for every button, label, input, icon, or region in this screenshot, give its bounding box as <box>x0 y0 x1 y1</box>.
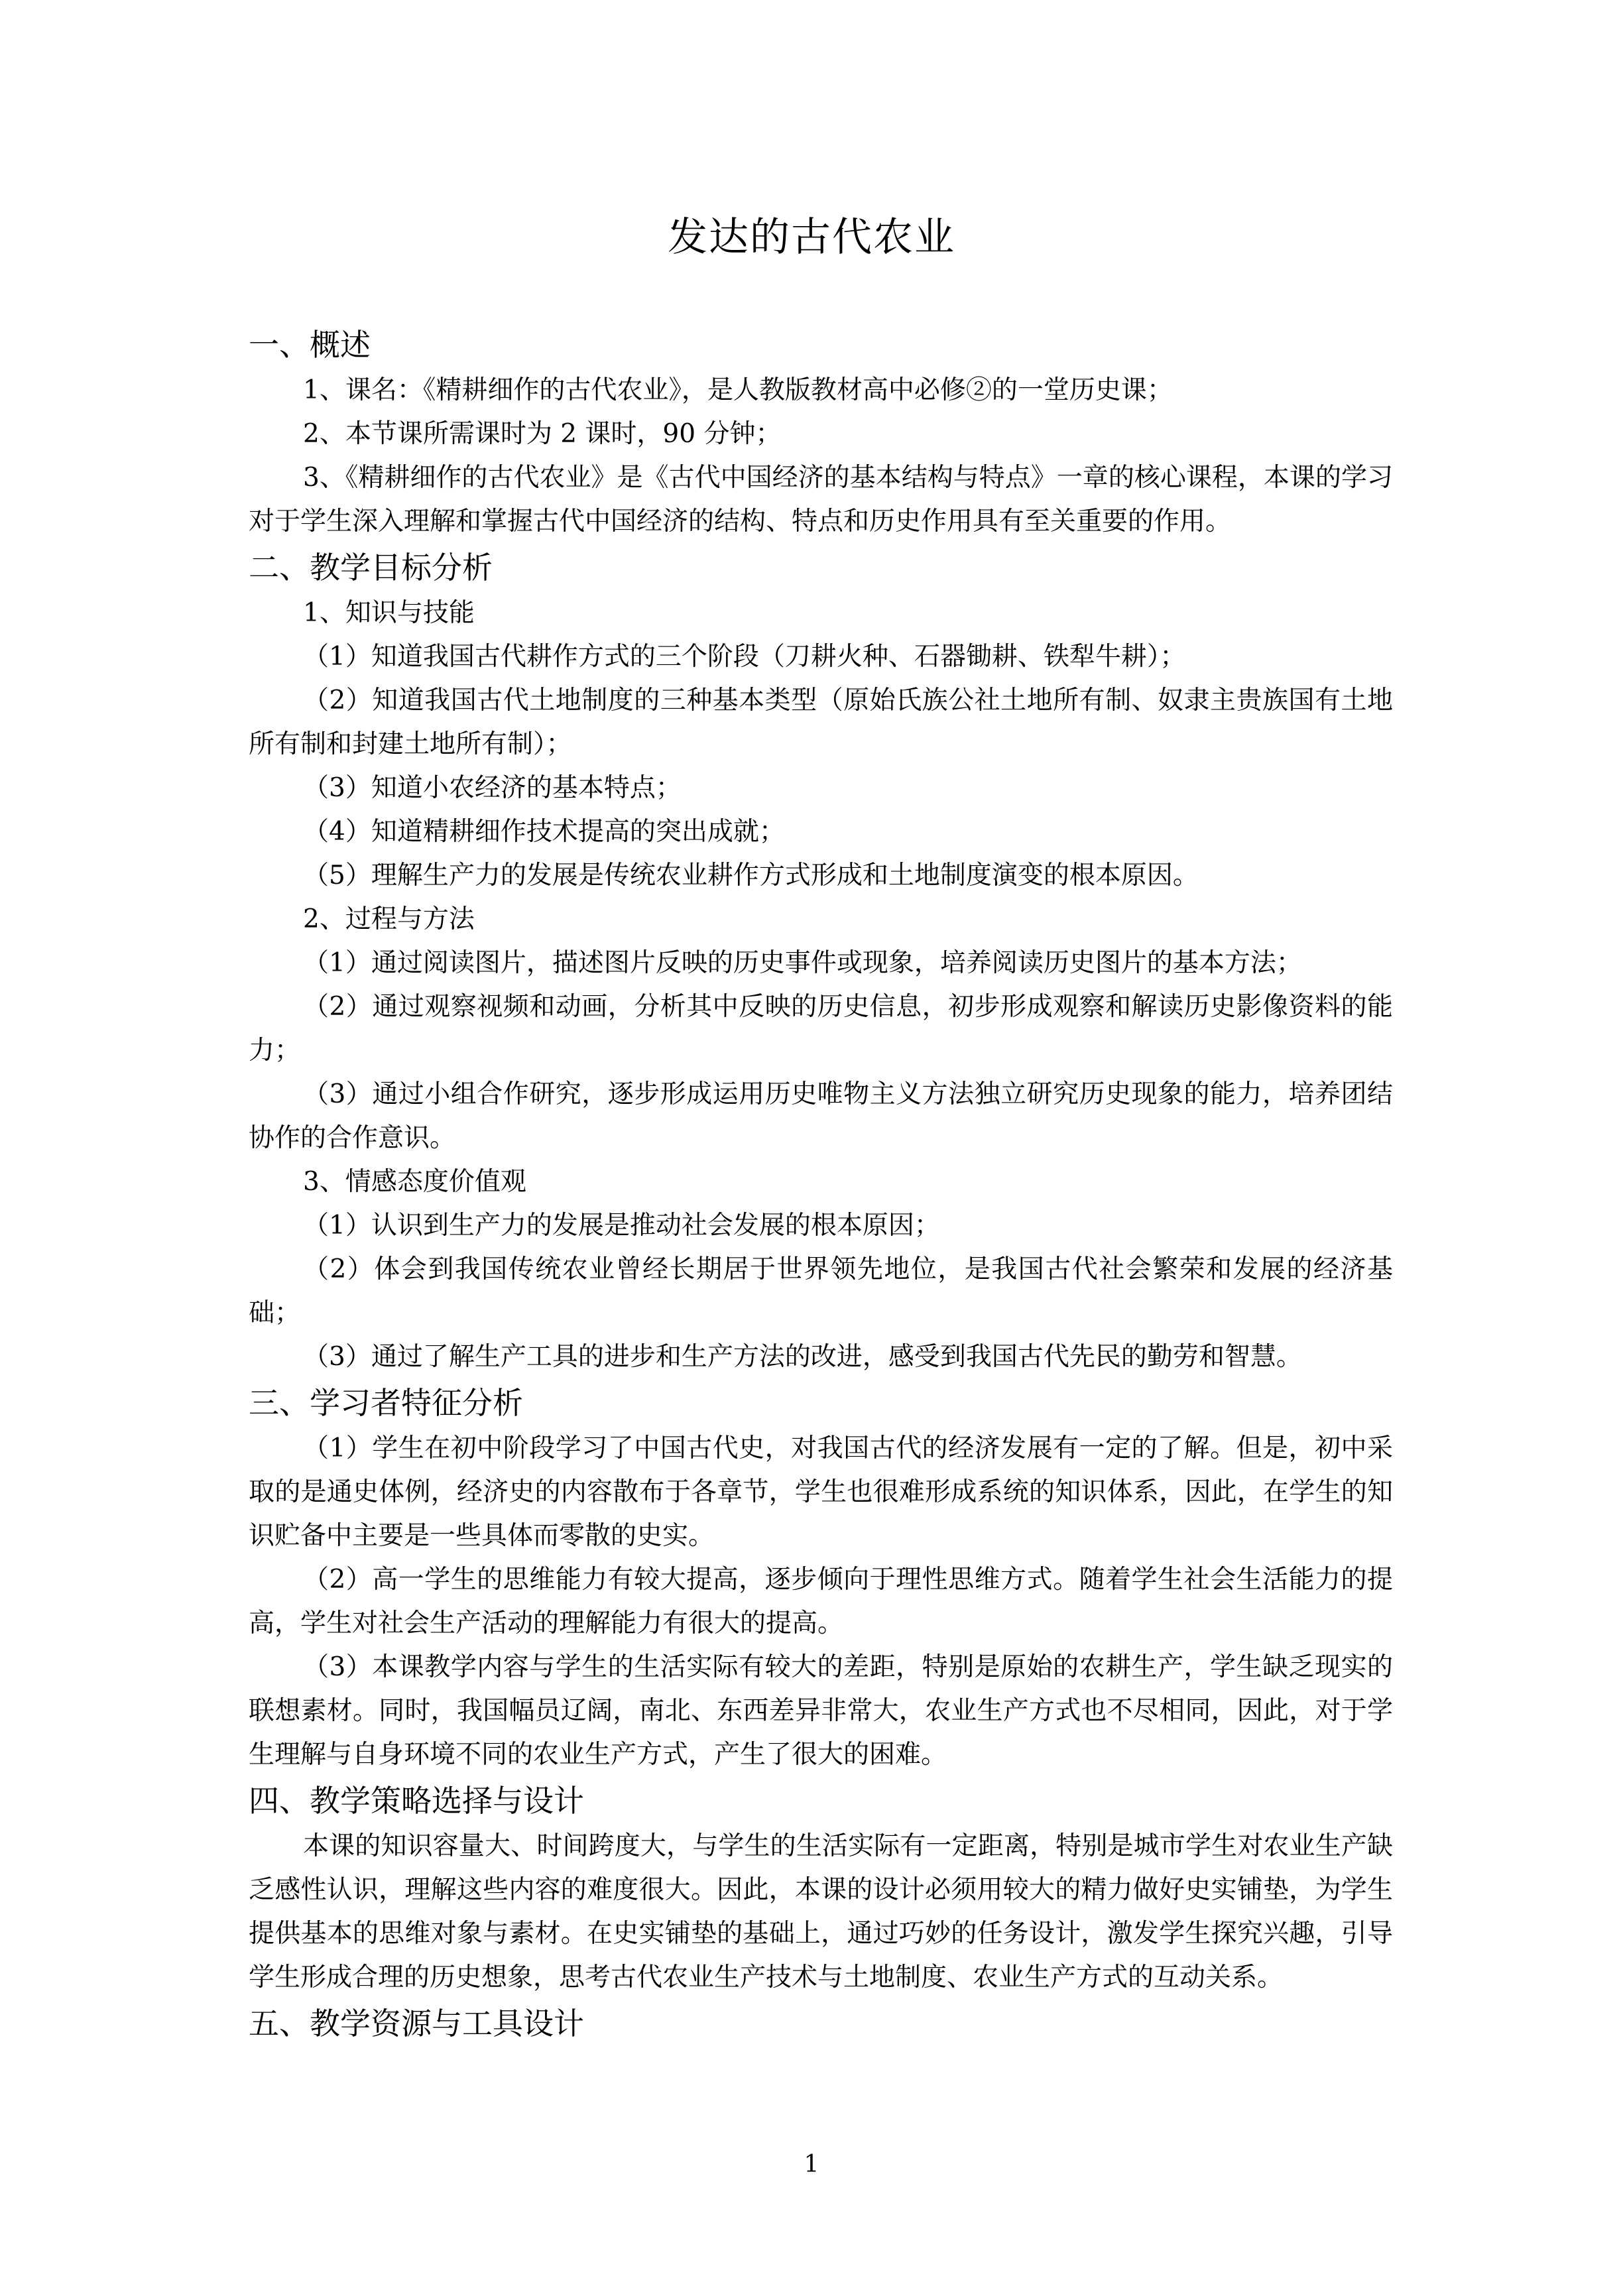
paragraph: 3、《精耕细作的古代农业》是《古代中国经济的基本结构与特点》一章的核心课程，本课的学习对于学生深入理解和掌握古代中国经济的结构、特点和历史作用具有至关重要的作用。 <box>249 463 1393 536</box>
section-objectives <box>249 544 1393 1379</box>
subheading: 3、情感态度价值观 <box>303 1167 526 1197</box>
section-overview <box>249 321 1393 544</box>
paragraph: 本课的知识容量大、时间跨度大，与学生的生活实际有一定距离，特别是城市学生对农业生产缺乏感性认识，理解这些内容的难度很大。因此，本课的设计必须用较大的精力做好史实铺垫，为学生提供基本的思维对象与素材。在史实铺垫的基础上，通过巧妙的任务设计，激发学生探究兴趣，引导学生形成合理的历史想象，思考古代农业生产技术与土地制度、农业生产方式的互动关系。 <box>249 1831 1393 1992</box>
document-title: 发达的古代农业 <box>668 214 955 261</box>
document-body <box>249 321 1393 2047</box>
page-number: 1 <box>804 2151 819 2178</box>
paragraph: （1）学生在初中阶段学习了中国古代史，对我国古代的经济发展有一定的了解。但是，初中采取的是通史体例，经济史的内容散布于各章节，学生也很难形成系统的知识体系，因此，在学生的知识贮备中主要是一些具体而零散的史实。 <box>249 1433 1393 1551</box>
list-item: （1）通过阅读图片，描述图片反映的历史事件或现象，培养阅读历史图片的基本方法； <box>303 948 1302 978</box>
list-item: （2）知道我国古代土地制度的三种基本类型（原始氏族公社土地所有制、奴隶主贵族国有土地所有制和封建土地所有制）； <box>249 686 1393 759</box>
paragraph: 2、本节课所需课时为 2 课时，90 分钟； <box>303 419 782 449</box>
list-item: （2）体会到我国传统农业曾经长期居于世界领先地位，是我国古代社会繁荣和发展的经济基础； <box>249 1254 1393 1328</box>
list-item: （3）通过小组合作研究，逐步形成运用历史唯物主义方法独立研究历史现象的能力，培养团结协作的合作意识。 <box>249 1079 1393 1153</box>
subheading: 2、过程与方法 <box>303 904 475 934</box>
section-heading: 五、教学资源与工具设计 <box>249 2006 584 2041</box>
section-heading: 三、学习者特征分析 <box>249 1385 523 1421</box>
section-heading: 一、概述 <box>249 327 371 363</box>
list-item: （2）通过观察视频和动画，分析其中反映的历史信息，初步形成观察和解读历史影像资料的能力； <box>249 992 1393 1065</box>
subheading: 1、知识与技能 <box>303 598 475 628</box>
list-item: （3）通过了解生产工具的进步和生产方法的改进，感受到我国古代先民的勤劳和智慧。 <box>303 1342 1302 1372</box>
list-item: （1）知道我国古代耕作方式的三个阶段（刀耕火种、石器锄耕、铁犁牛耕）； <box>303 642 1186 672</box>
section-heading: 二、教学目标分析 <box>249 550 493 585</box>
list-item: （3）知道小农经济的基本特点； <box>303 773 682 803</box>
section-strategy <box>249 1777 1393 2000</box>
list-item: （1）认识到生产力的发展是推动社会发展的根本原因； <box>303 1211 940 1240</box>
paragraph: （3）本课教学内容与学生的生活实际有较大的差距，特别是原始的农耕生产，学生缺乏现实的联想素材。同时，我国幅员辽阔，南北、东西差异非常大，农业生产方式也不尽相同，因此，对于学生理解与自身环境不同的农业生产方式，产生了很大的困难。 <box>249 1652 1393 1770</box>
paragraph: 1、课名：《精耕细作的古代农业》，是人教版教材高中必修②的一堂历史课； <box>303 375 1173 405</box>
paragraph: （2）高一学生的思维能力有较大提高，逐步倾向于理性思维方式。随着学生社会生活能力的提高，学生对社会生产活动的理解能力有很大的提高。 <box>249 1565 1393 1638</box>
list-item: （4）知道精耕细作技术提高的突出成就； <box>303 817 785 847</box>
section-learner-analysis <box>249 1379 1393 1777</box>
section-heading: 四、教学策略选择与设计 <box>249 1783 584 1819</box>
section-resources <box>249 2000 1393 2047</box>
list-item: （5）理解生产力的发展是传统农业耕作方式形成和土地制度演变的根本原因。 <box>303 861 1199 890</box>
